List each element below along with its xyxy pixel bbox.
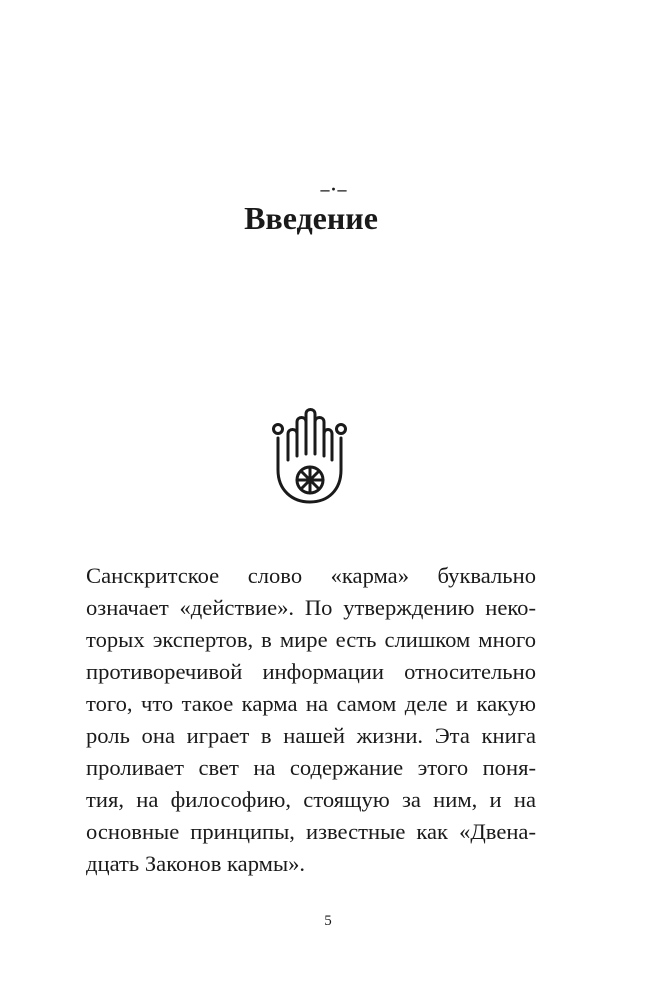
body-line: дцать Законов кармы». — [86, 851, 306, 876]
chapter-title: Введение — [244, 200, 378, 236]
body-paragraph — [86, 560, 536, 880]
body-line: торых экспертов, в мире есть слишком много — [86, 627, 536, 652]
page-number: 5 — [324, 913, 332, 929]
body-line: основные принципы, известные как «Двена- — [86, 819, 536, 844]
body-line: противоречивой информации относительно — [86, 659, 536, 684]
body-line: означает «действие». По утверждению неко- — [86, 595, 536, 620]
body-line: проливает свет на содержание этого поня- — [86, 755, 536, 780]
body-line: роль она играет в нашей жизни. Эта книга — [86, 723, 536, 748]
body-line: Санскритское слово «карма» буквально — [86, 563, 536, 588]
hamsa-hand-with-wheel-icon — [268, 408, 352, 508]
body-line: того, что такое карма на самом деле и какую — [86, 691, 536, 716]
body-line: тия, на философию, стоящую за ним, и на — [86, 787, 536, 812]
chapter-ornament: –·– — [320, 179, 348, 199]
